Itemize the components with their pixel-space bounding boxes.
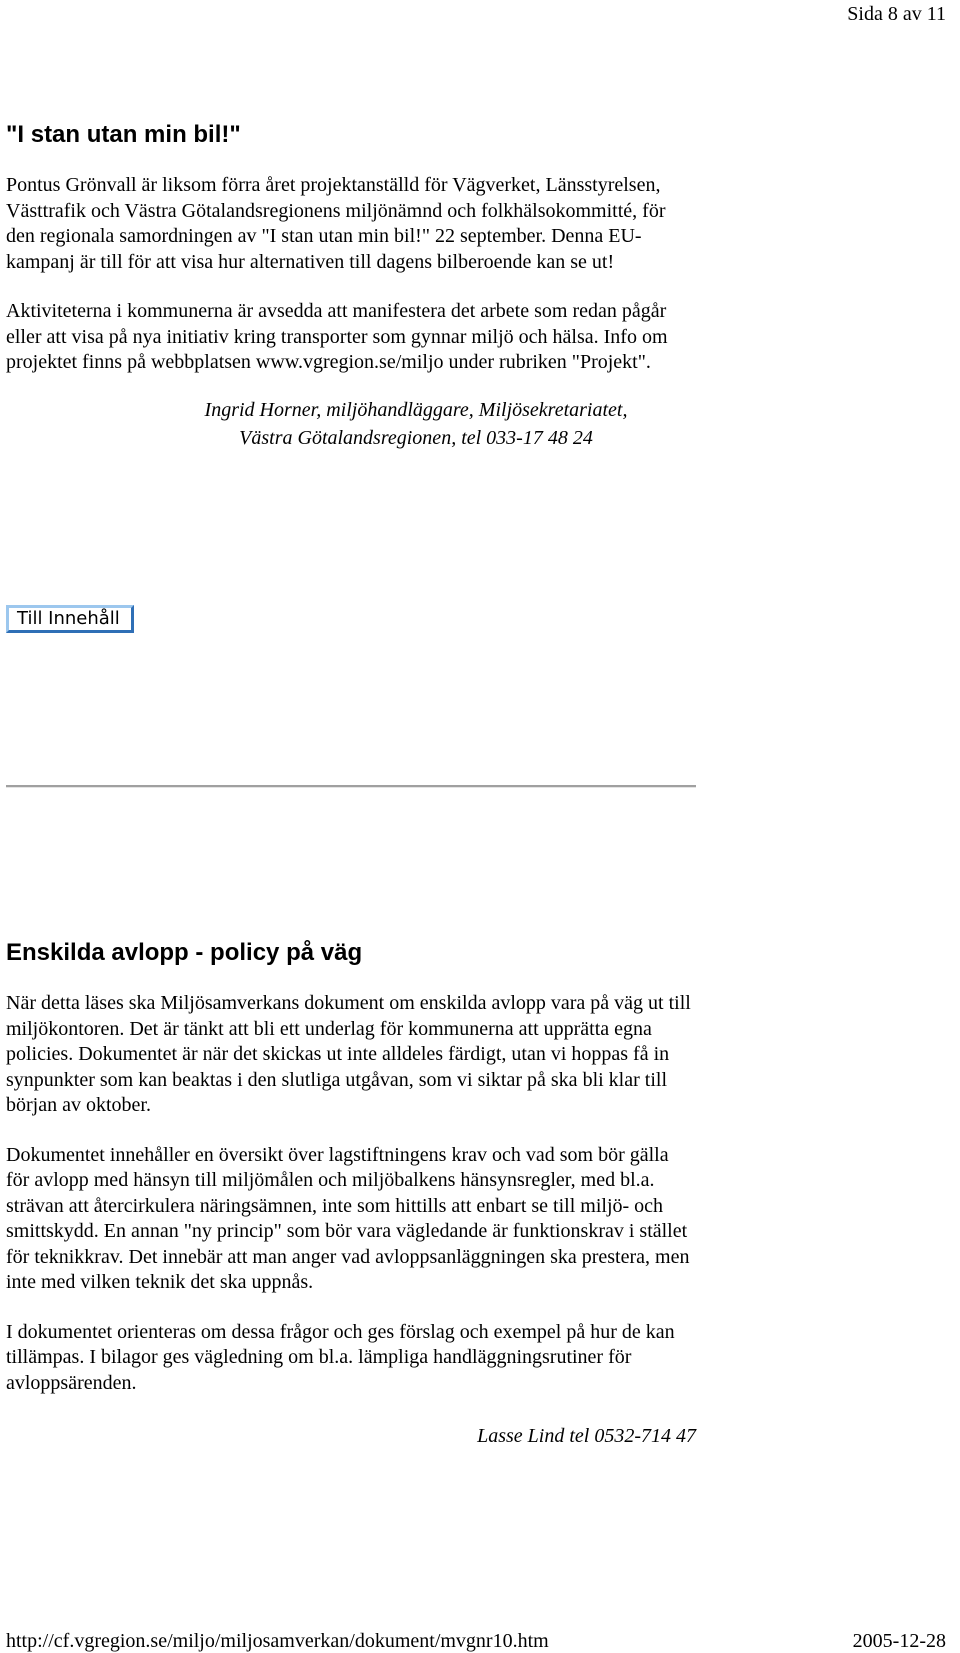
article-paragraph: Dokumentet innehåller en översikt över lagstiftningens krav och vad som bör gälla för avlopp med hänsyn till miljömålen och miljöbalkens hänsynsregler, med bl.a. strävan att återcirkulera näringsämnen, inte som hittills att enbart se till miljö- och smittskydd. En annan "ny princip" som bör vara vägledande är funktionskrav i stället för teknikkrav. Det innebär att man anger vad avloppsanläggningen ska prestera, men inte med vilken teknik det ska uppnås.: [6, 1143, 690, 1293]
article-signature: Ingrid Horner, miljöhandläggare, Miljösekretariatet,: [204, 398, 628, 421]
article-signature: Lasse Lind tel 0532-714 47: [477, 1425, 696, 1447]
article-enskilda-avlopp: [6, 938, 696, 1450]
article-paragraph: Pontus Grönvall är liksom förra året projektanställd för Vägverket, Länsstyrelsen, Västtrafik och Västra Götalandsregionens miljönämnd och folkhälsokommitté, för den regionala samordningen av "I stan utan min bil!" 22 september. Denna EU-kampanj är till för att visa hur alternativen till dagens bilberoende kan se ut!: [6, 174, 666, 273]
section-divider: [6, 785, 696, 788]
table-of-contents-button[interactable]: Till Innehåll: [6, 605, 134, 633]
article-paragraph: Aktiviteterna i kommunerna är avsedda att manifestera det arbete som redan pågår eller att visa på nya initiativ kring transporter som gynnar miljö och hälsa. Info om projektet finns på webbplatsen www.vgregion.se/miljo under rubriken "Projekt".: [6, 300, 668, 373]
page-footer: [0, 1627, 960, 1653]
article-title: "I stan utan min bil!": [6, 121, 241, 148]
article-paragraph: I dokumentet orienteras om dessa frågor och ges förslag och exempel på hur de kan tillämpas. I bilagor ges vägledning om bl.a. lämpliga handläggningsrutiner för avloppsärenden.: [6, 1320, 675, 1394]
article-signature: Västra Götalandsregionen, tel 033-17 48 24: [239, 426, 593, 449]
footer-date: 2005-12-28: [852, 1630, 946, 1652]
article-paragraph: När detta läses ska Miljösamverkans dokument om enskilda avlopp vara på väg ut till miljökontoren. Det är tänkt att bli ett underlag för kommunerna att upprätta egna policies. Dokumentet är när det skickas ut inte alldeles färdigt, utan vi hoppas få in synpunkter som kan beaktas i den slutliga utgåvan, som vi siktar på ska bli klar till början av oktober.: [6, 992, 691, 1116]
article-i-stan-utan-min-bil: [6, 120, 696, 452]
article-title: Enskilda avlopp - policy på väg: [6, 939, 363, 966]
footer-url[interactable]: http://cf.vgregion.se/miljo/miljosamverkan/dokument/mvgnr10.htm: [6, 1630, 549, 1652]
page-number: Sida 8 av 11: [847, 3, 946, 25]
